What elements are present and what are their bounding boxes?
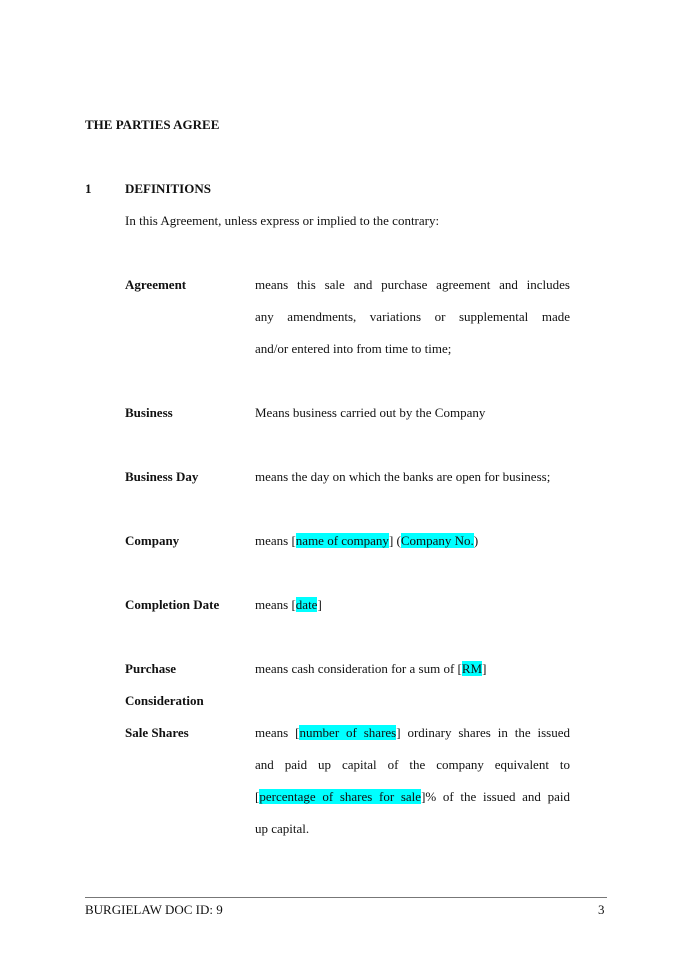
section-intro: In this Agreement, unless express or implied to the contrary: — [125, 213, 440, 228]
company-no-placeholder: Company No. — [400, 533, 474, 548]
completion-date-prefix: means [ — [255, 597, 296, 612]
company-def-prefix: means [ — [255, 533, 296, 548]
purchase-consideration-prefix: means cash consideration for a sum of [ — [255, 661, 462, 676]
purchase-consideration-def — [255, 661, 486, 677]
section-number: 1 — [85, 181, 92, 196]
section-title: DEFINITIONS — [125, 181, 211, 196]
purchase-consideration-suffix: ] — [482, 661, 487, 676]
percentage-placeholder: percentage of shares for sale — [259, 789, 422, 804]
page-heading: THE PARTIES AGREE — [85, 117, 220, 132]
company-name-placeholder: name of company — [295, 533, 389, 548]
sale-shares-def-line-4: up capital. — [255, 821, 310, 836]
term-agreement: Agreement — [125, 277, 187, 292]
company-def-suffix: ) — [473, 533, 479, 548]
company-def-mid: ] ( — [388, 533, 401, 548]
company-def — [255, 533, 478, 549]
term-sale-shares: Sale Shares — [125, 725, 189, 740]
business-day-def: means the day on which the banks are open for business; — [255, 469, 551, 484]
footer-divider — [85, 897, 607, 898]
date-placeholder: date — [295, 597, 318, 612]
term-completion-date: Completion Date — [125, 597, 220, 612]
sale-shares-line1-suffix: ] ordinary shares in the issued — [396, 725, 570, 740]
agreement-def-line-2: any amendments, variations or supplemental made — [255, 309, 570, 324]
rm-placeholder: RM — [461, 661, 483, 676]
number-of-shares-placeholder: number of shares — [299, 725, 397, 740]
completion-date-def — [255, 597, 322, 613]
sale-shares-line3-prefix: [ — [255, 789, 260, 804]
sale-shares-def-line-2: and paid up capital of the company equivalent to — [255, 757, 570, 772]
sale-shares-line1-prefix: means [ — [255, 725, 300, 740]
sale-shares-def-line-1 — [255, 725, 570, 741]
term-consideration: Consideration — [125, 693, 204, 708]
footer-doc-id: BURGIELAW DOC ID: 9 — [85, 902, 223, 917]
term-business: Business — [125, 405, 173, 420]
sale-shares-def-line-3 — [255, 789, 570, 805]
completion-date-suffix: ] — [317, 597, 322, 612]
term-company: Company — [125, 533, 180, 548]
agreement-def-line-1: means this sale and purchase agreement and includes — [255, 277, 570, 292]
term-business-day: Business Day — [125, 469, 199, 484]
agreement-def-line-3: and/or entered into from time to time; — [255, 341, 452, 356]
sale-shares-line3-suffix: ]% of the issued and paid — [421, 789, 570, 804]
footer-page-number: 3 — [598, 902, 605, 917]
business-def: Means business carried out by the Company — [255, 405, 486, 420]
term-purchase: Purchase — [125, 661, 177, 676]
